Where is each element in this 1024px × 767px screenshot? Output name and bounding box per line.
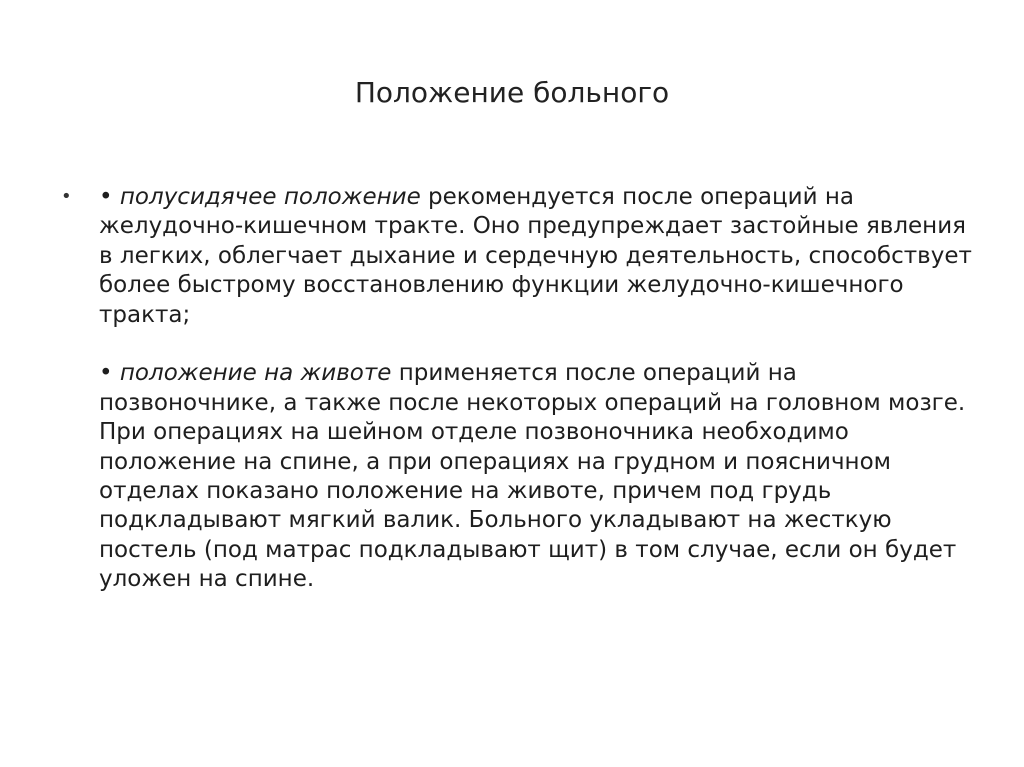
paragraph-prone [99,359,979,594]
paragraph-semi-sitting [99,183,979,330]
paragraph-text: рекомендуется после операций на желудочно-кишечном тракте. Оно предупреждает застойные явления в легких, облегчает дыхание и сердечную деятельность, способствует более быстрому восстановлению функции желудочно-кишечного тракта; [99,184,972,328]
paragraph-text: применяется после операций на позвоночнике, а также после некоторых операций на головном мозге. При операциях на шейном отделе позвоночника необходимо положение на спине, а при операциях на грудном и поясничном отделах показано положение на животе, причем под грудь подкладывают мягкий валик. Больного укладывают на жесткую постель (под матрас подкладывают щит) в том случае, если он будет уложен на спине. [99,360,966,593]
term-semi-sitting: полусидячее положение [119,184,421,210]
bullet-marker: • [61,186,72,207]
term-prone: положение на животе [119,360,392,387]
slide-title: Положение больного [354,76,670,109]
paragraph-lead-bullet: • [99,184,120,210]
body-text [99,183,979,595]
paragraph-lead-bullet: • [99,360,120,387]
